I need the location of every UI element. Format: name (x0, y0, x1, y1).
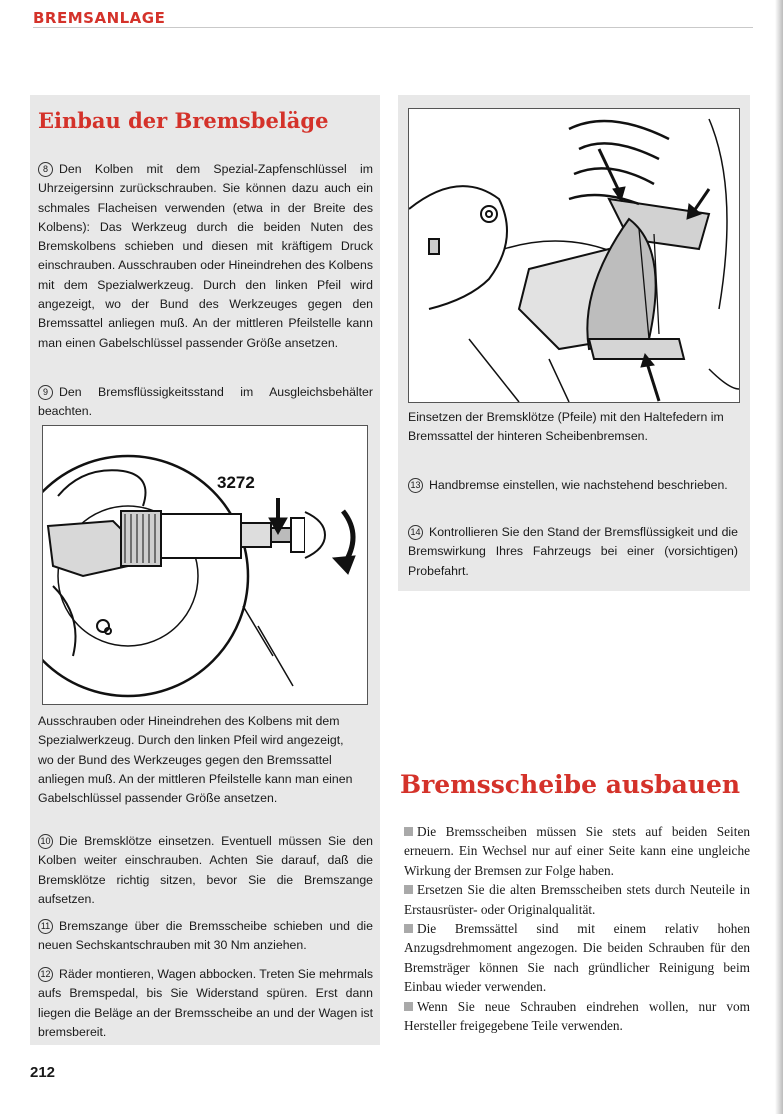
figure-piston-tool (42, 425, 368, 705)
step-10-text: Die Bremsklötze einsetzen. Eventuell müssen Sie den Kolben weiter einschrauben. Achten Sie darauf, daß die Bremsklötze richtig sitzen, bevor Sie die Bremszange aufsetzen. (38, 834, 373, 906)
caption-brake-pads: Einsetzen der Bremsklötze (Pfeile) mit den Haltefedern im Bremssattel der hinteren Scheibenbremsen. (408, 410, 724, 444)
step-number-13: 13 (408, 478, 423, 493)
step-12-text: Räder montieren, Wagen abbocken. Treten Sie mehrmals aufs Bremspedal, bis Sie Widerstand spüren. Erst dann liegen die Beläge an der Bremsscheibe an und der Wagen ist bremsbereit. (38, 967, 373, 1039)
step-9-text: Den Bremsflüssigkeitsstand im Ausgleichsbehälter beachten. (38, 385, 373, 419)
piston-tool-drawing (43, 426, 367, 704)
step-number-8: 8 (38, 162, 53, 177)
header-rule (33, 27, 753, 28)
list-item (404, 919, 750, 997)
step-number-10: 10 (38, 834, 53, 849)
brake-pads-drawing (409, 109, 739, 402)
step-14-text: Kontrollieren Sie den Stand der Bremsflüssigkeit und die Bremswirkung Ihres Fahrzeugs bei einer (vorsichtigen) Probefahrt. (408, 525, 738, 578)
step-8 (38, 160, 373, 353)
figure-label-3272: 3272 (217, 473, 255, 492)
square-bullet-icon (404, 885, 413, 894)
list-item (404, 822, 750, 880)
step-number-9: 9 (38, 385, 53, 400)
bullet-text-1: Die Bremsscheiben müssen Sie stets auf beiden Seiten erneuern. Ein Wechsel nur auf einer Seite kann eine ungleiche Wirkung der Bremsen zur Folge haben. (404, 824, 750, 878)
step-11-text: Bremszange über die Bremsscheibe schieben und die neuen Sechskantschrauben mit 30 Nm anziehen. (38, 919, 373, 953)
square-bullet-icon (404, 827, 413, 836)
page-edge-shadow (775, 0, 783, 1114)
bullet-text-2: Ersetzen Sie die alten Bremsscheiben stets durch Neuteile in Erstausrüster- oder Originalqualität. (404, 882, 750, 917)
bullet-list (404, 822, 750, 1035)
bullet-text-4: Wenn Sie neue Schrauben eindrehen wollen, nur vom Hersteller freigegebene Teile verwenden. (404, 998, 750, 1034)
step-number-11: 11 (38, 919, 53, 934)
step-13-text: Handbremse einstellen, wie nachstehend beschrieben. (429, 478, 728, 492)
section-title-bremsscheibe: Bremsscheibe ausbauen (400, 770, 741, 799)
step-12 (38, 965, 373, 1042)
page-number: 212 (30, 1064, 56, 1081)
caption-piston-tool: Ausschrauben oder Hineindrehen des Kolbens mit dem Spezialwerkzeug. Durch den linken Pfeil wird angezeigt, wo der Bund des Werkzeuges gegen den Bremssattel anliegen muß. An der mittleren Pfeilstelle kann man einen Gabelschlüssel passender Größe ansetzen. (38, 714, 353, 806)
section-title-einbau: Einbau der Bremsbeläge (38, 108, 329, 133)
step-14 (408, 523, 738, 581)
bullet-text-3: Die Bremssättel sind mit einem relativ hohen Anzugsdrehmoment angezogen. Die beiden Schrauben für den Bremsträger können Sie nach gründlicher Reinigung beim Einbau wieder verwenden. (404, 921, 750, 995)
step-13 (408, 476, 738, 495)
step-number-14: 14 (408, 525, 423, 540)
list-item (404, 997, 750, 1036)
list-item (404, 880, 750, 919)
step-9 (38, 383, 373, 422)
header-title: BREMSANLAGE (33, 9, 166, 27)
step-8-text: Den Kolben mit dem Spezial-Zapfenschlüssel im Uhrzeigersinn zurückschrauben. Sie können dazu auch ein schmales Flacheisen verwenden (etwa in der Breite des Kolbens): Das Werkzeug durch die beiden Nuten des Bremskolbens schieben und diesen mit kräftigem Druck einschrauben. Ausschrauben oder Hineindrehen des Kolbens mit dem Spezialwerkzeug. Durch den linken Pfeil wird angezeigt, wo der Bund des Werkzeuges gegen den Bremssattel anliegen muß. An der mittleren Pfeilstelle kann man einen Gabelschlüssel passender Größe ansetzen. (38, 162, 373, 350)
step-number-12: 12 (38, 967, 53, 982)
square-bullet-icon (404, 1002, 413, 1011)
square-bullet-icon (404, 924, 413, 933)
step-10 (38, 832, 373, 909)
step-11 (38, 917, 373, 956)
figure-brake-pads (408, 108, 740, 403)
